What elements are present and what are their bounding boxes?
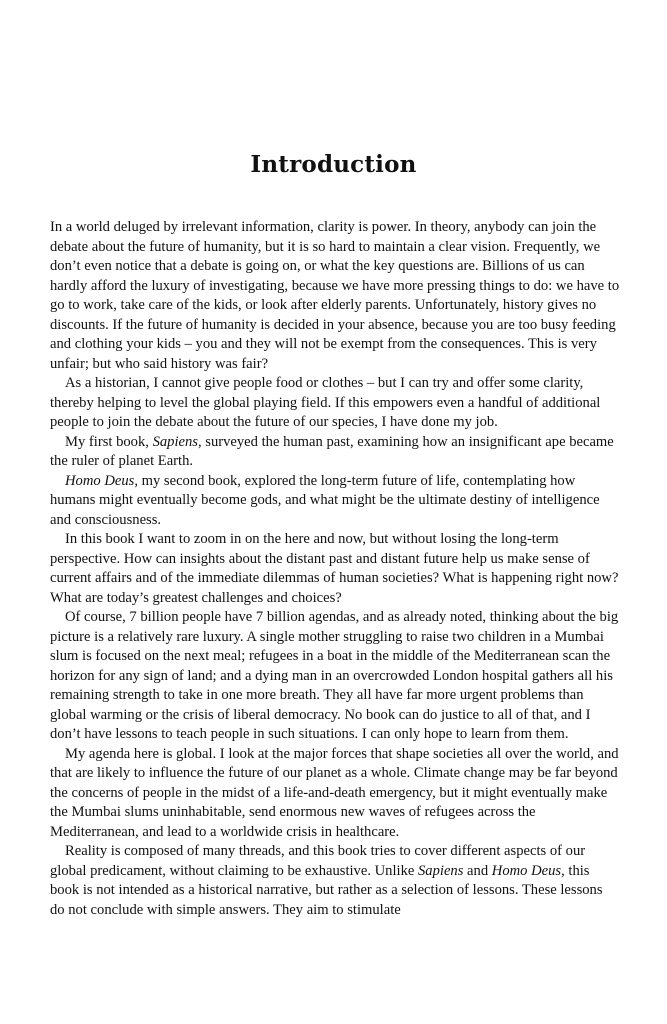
- paragraph: [50, 472, 620, 531]
- paragraph: [50, 374, 620, 433]
- paragraph-text: As a historian, I cannot give people food or clothes – but I can try and offer some clarity, thereby helping to level the global playing field. If this empowers even a handful of additional people to join the debate about the future of our species, I have done my job.: [50, 375, 601, 430]
- book-title-italic: Sapiens: [418, 862, 464, 879]
- paragraph-text: and: [463, 862, 492, 879]
- paragraph-text: , this book is not intended as a historical narrative, but rather as a selection of lessons. These lessons do not conclude with simple answers. They aim to stimulate: [50, 862, 603, 918]
- paragraph-text: Of course, 7 billion people have 7 billion agendas, and as already noted, thinking about the big picture is a relatively rare luxury. A single mother struggling to raise two children in a Mumbai slum is focused on the next meal; refugees in a boat in the middle of the Mediterranean scan the horizon for any sign of land; and a dying man in an overcrowded London hospital gathers all his remaining strength to take in one more breath. They all have far more urgent problems than global warming or the crisis of liberal democracy. No book can do justice to all of that, and I don’t have lessons to teach people in such situations. I can only hope to learn from them.: [50, 609, 619, 742]
- paragraph-text: My first book,: [65, 433, 153, 450]
- paragraph: [50, 218, 620, 374]
- paragraph-text: , my second book, explored the long-term future of life, contemplating how humans might eventually become gods, and what might be the ultimate destiny of intelligence and consciousness.: [50, 472, 600, 528]
- chapter-title: Introduction: [250, 151, 417, 179]
- paragraph: [50, 608, 620, 745]
- book-title-italic: Sapiens: [152, 433, 198, 450]
- paragraph: [50, 842, 620, 920]
- book-title-italic: Homo Deus: [491, 862, 562, 879]
- paragraph: [50, 433, 620, 472]
- paragraph: [50, 530, 620, 608]
- chapter-body: [50, 218, 620, 920]
- paragraph: [50, 745, 620, 843]
- paragraph-text: , surveyed the human past, examining how an insignificant ape became the ruler of planet Earth.: [50, 433, 614, 469]
- book-title-italic: Homo Deus: [65, 472, 135, 489]
- paragraph-text: My agenda here is global. I look at the major forces that shape societies all over the world, and that are likely to influence the future of our planet as a whole. Climate change may be far beyond the concerns of people in the midst of a life-and-death emergency, but it might eventually make the Mumbai slums uninhabitable, send enormous new waves of refugees across the Mediterranean, and lead to a worldwide crisis in healthcare.: [50, 745, 619, 840]
- paragraph-text: In a world deluged by irrelevant information, clarity is power. In theory, anybody can join the debate about the future of humanity, but it is so hard to maintain a clear vision. Frequently, we don’t even notice that a debate is going on, or what the key questions are. Billions of us can hardly afford the luxury of investigating, because we have more pressing things to do: we have to go to work, take care of the kids, or look after elderly parents. Unfortunately, history gives no discounts. If the future of humanity is decided in your absence, because you are too busy feeding and clothing your kids – you and they will not be exempt from the consequences. This is very unfair; but who said history was fair?: [50, 219, 620, 372]
- paragraph-text: In this book I want to zoom in on the here and now, but without losing the long-term perspective. How can insights about the distant past and distant future help us make sense of current affairs and of the immediate dilemmas of human societies? What is happening right now? What are today’s greatest challenges and choices?: [50, 531, 619, 606]
- paragraph-text: Reality is composed of many threads, and this book tries to cover different aspects of our global predicament, without claiming to be exhaustive. Unlike: [50, 843, 586, 879]
